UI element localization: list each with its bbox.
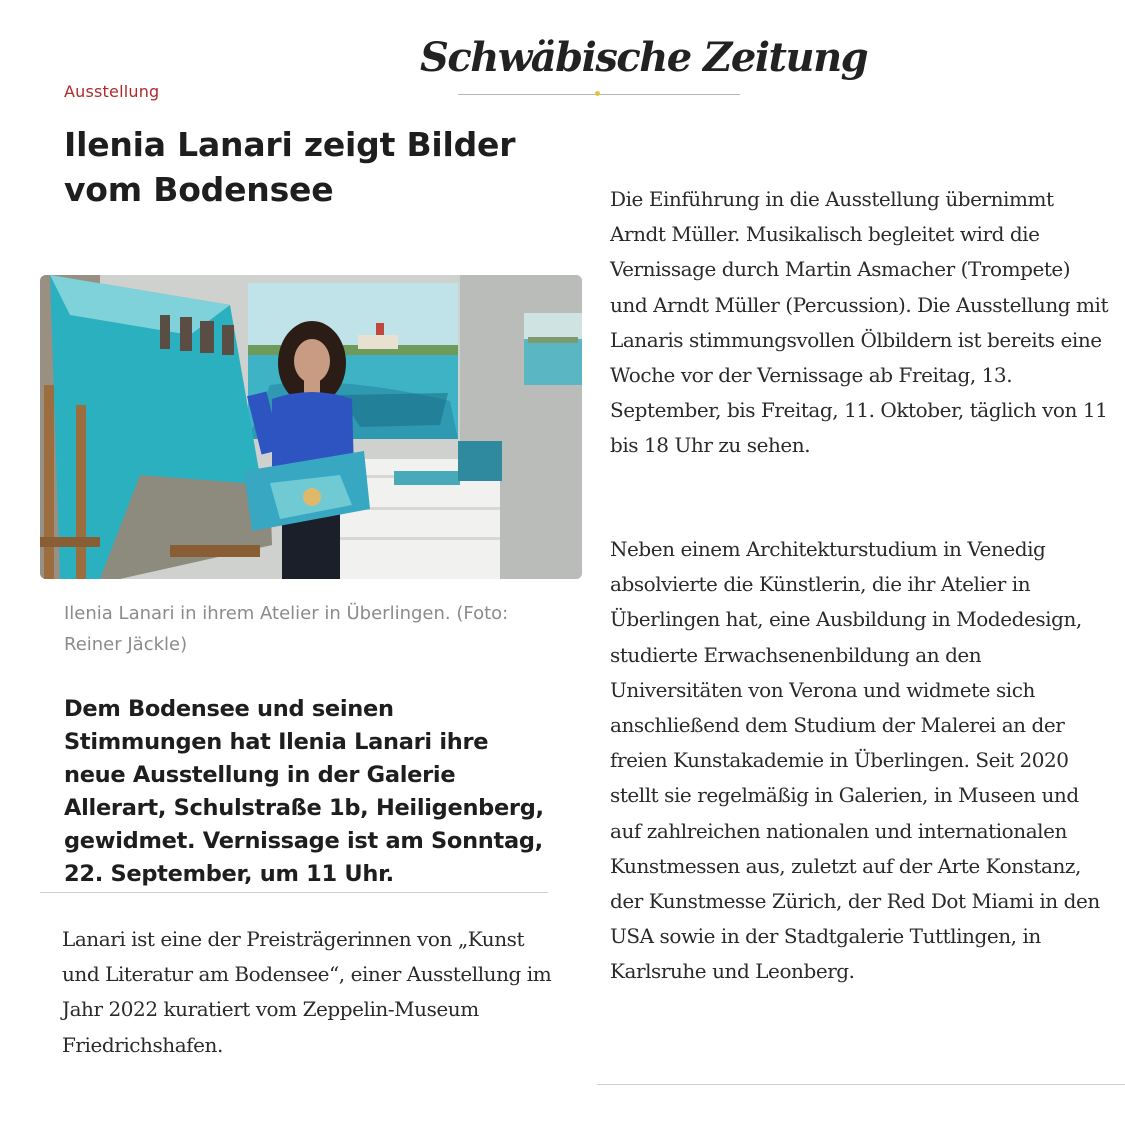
newspaper-logo[interactable]: Schwäbische Zeitung <box>420 34 868 81</box>
article-lead: Dem Bodensee und seinen Stimmungen hat Ilenia Lanari ihre neue Ausstellung in der Galerie Allerart, Schulstraße 1b, Heiligenberg, gewidmet. Vernissage ist am Sonntag, 22. September, um 11 Uhr. <box>64 696 544 887</box>
article-kicker[interactable]: Ausstellung <box>64 82 160 101</box>
article-headline: Ilenia Lanari zeigt Bilder vom Bodensee <box>64 125 516 209</box>
divider <box>40 892 548 893</box>
article-photo[interactable] <box>40 275 582 579</box>
body-paragraph: Lanari ist eine der Preisträgerinnen von „Kunst und Literatur am Bodensee“, einer Ausstellung im Jahr 2022 kuratiert vom Zeppelin-Museum Friedrichshafen. <box>62 927 552 1057</box>
masthead-ornament <box>595 91 600 96</box>
photo-caption: Ilenia Lanari in ihrem Atelier in Überlingen. (Foto: Reiner Jäckle) <box>64 603 509 655</box>
body-paragraph: Die Einführung in die Ausstellung übernimmt Arndt Müller. Musikalisch begleitet wird die Vernissage durch Martin Asmacher (Trompete) und Arndt Müller (Percussion). Die Ausstellung mit Lanaris stimmungsvollen Ölbildern ist bereits eine Woche vor der Vernissage ab Freitag, 13. September, bis Freitag, 11. Oktober, täglich von 11 bis 18 Uhr zu sehen. <box>610 187 1109 458</box>
photo-artist-in-studio <box>40 275 582 579</box>
body-paragraph: Neben einem Architekturstudium in Venedig absolvierte die Künstlerin, die ihr Atelier in Überlingen hat, eine Ausbildung in Modedesign, studierte Erwachsenenbildung an den Universitäten von Verona und widmete sich anschließend dem Studium der Malerei an der freien Kunstakademie in Überlingen. Seit 2020 stellt sie regelmäßig in Galerien, in Museen und auf zahlreichen nationalen und internationalen Kunstmessen aus, zuletzt auf der Arte Konstanz, der Kunstmesse Zürich, der Red Dot Miami in den USA sowie in der Stadtgalerie Tuttlingen, in Karlsruhe und Leonberg. <box>610 537 1100 984</box>
divider <box>597 1084 1125 1085</box>
masthead <box>0 30 1125 100</box>
